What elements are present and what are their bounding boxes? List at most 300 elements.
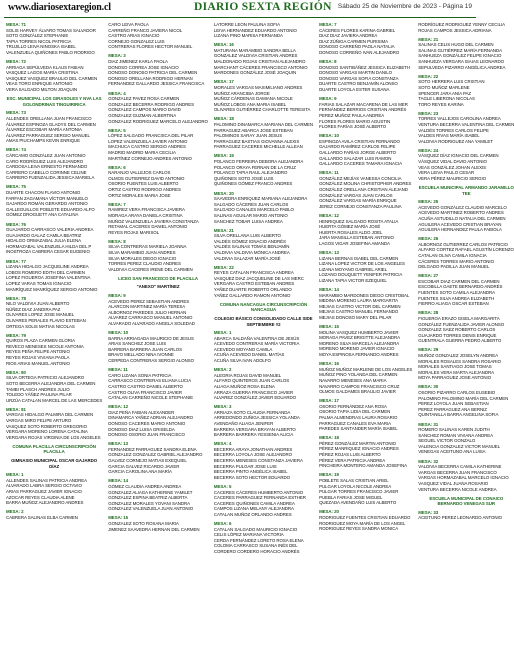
voter-name: MUÑOZ MUÑOZ MARLENE DE LOS ANGELES [319,366,413,372]
voter-name: SOTO HERRERA LUIS CRISTIAN [418,79,485,85]
mesa-block [108,478,208,512]
voter-name: FIGUEROA ERAZO GISELA MARGARITA [418,315,500,321]
mesa-title: MESA: 78 [6,295,26,301]
voter-name: VALDÉS GÓMEZ IGNACIO ANDRÉS [213,238,286,244]
voter-name: MUÑOZ CÁRDENAS DAMIANA NICOLE [213,96,293,102]
voter-name: GALLARDO SALAZAR LUIS RAMON [319,155,392,161]
voter-name: GAJARDO ROMÁN GERARDO ANTONIO [6,201,88,207]
voter-name: GONZALEZ RODRIGUEZ MARCELO ALEJANDRO [108,118,208,124]
voter-name: BARRERA VERGARA BRAYAN ALBERTO [213,426,296,432]
voter-name: MORENO SILVA MARCELA ALEJANDRA [319,340,400,346]
voter-name: DONOSO CARREÑO PAOLA NATALIA [319,44,395,50]
voter-name: PALOMINOS SARAY JUAN JESUS [213,133,283,139]
voter-name: MEJIAS DONOSO MARY DEL PILAR [319,315,392,320]
voter-name: POBLETE SALAS CRISTIAN ARIEL [319,477,389,483]
voter-name: FERNÁNDEZ BERRIOS CRISTIAN ANDRÉS [319,107,407,113]
mesa-block [418,459,514,493]
mesa-block [319,361,412,395]
voter-name: NAVARRO MENESES ANA MARIA [319,377,387,383]
voter-name: ÁLVAREZ ESCOBAR MARÍA ANTONIA [6,127,82,133]
mesa-title: MESA: 81 [6,406,26,412]
voter-name: TRUJILLO LEIVA NINOSKA ISABEL [6,44,76,50]
mesa-title: MESA: 29 [418,347,439,353]
mesa-block [418,273,514,307]
voter-name: COLOMA CARRASCO SUSANA INÉS DEL [213,543,298,549]
mesa-title: MESA: 15 [108,515,129,521]
voter-name: QUIÑONES GÓMEZ FRANCO ANDRES [213,181,293,187]
polling-place-heading: COMUNA NANCAGUA CIRCUNSCRIPCIÓN NANCAGUA [219,301,308,313]
voter-name: HUERTA ROSALES ALDO JOEL [319,229,383,235]
voter-name: CACERES QUIÑONES CAMILA ANDREA [213,500,295,506]
voter-name: SOLIS HARVEY ÁLVARO TOMAS SALVADOR [6,27,96,33]
voter-name: BARRERA BARRERA YESSENIA ALICIA [213,432,294,438]
voter-name: MORALES SANTIAGO JOSE TOMAS [418,364,492,370]
mesa-block [214,441,313,480]
mesa-block [6,370,102,404]
polling-place-heading: ESC. MUNICIPAL LOS GIRASOLES Y NVA LAS GOLONDRINAS TINGUIRIRICA [6,96,102,107]
mesa-title: MESA: 2 [6,509,24,515]
voter-name: VERGARA ROJAS VIRGINIA DE LOS ANGELES [6,434,101,440]
voter-name: CONTRERAS FLORES HECTOR MANUEL [108,44,193,50]
voter-name: GUENTRALA GUERRA PEDRO ALBERTO [418,338,502,344]
mesa-block [6,22,102,56]
voter-name: ARRAZA GUERRA FRANCISCO JAVIER [213,389,294,395]
voter-name: SALINAS GUTIÉRREZ MARÍA FERNANDA [418,47,503,53]
voter-name: SEGUEL VICTOR GONZALO [418,438,476,444]
mesa-title: MESA: 5 [213,483,232,489]
mesa-title: MESA: 14 [319,287,339,293]
voter-name: BECERRA LOYOLA JOSE ALEJANDRO [213,452,293,458]
voter-name: CARRERO CABELLO CORINNE CELINE [6,169,87,175]
page-header [4,0,476,18]
polling-place-subheading: "ANEXO" MARTÍNEZ [136,284,180,290]
voter-name: GONZÁLEZ VARGAS JUAN CARLOS [319,192,393,198]
voter-name: TAGLE LIBERONA NICOLAS [418,96,475,102]
voter-name: DONOSO DIAZ LUISA GRISELDA [108,426,175,432]
voter-name: VERGARA CASTRO ESTEBAN ANDRES [213,281,295,287]
voter-name: SAAVEDRA ENRIQUEZ MARIANA ALEJANDRA [213,196,308,202]
voter-name: DONOSO OSORIO JUAN FRANCISCO [108,432,185,438]
mesa-block [108,330,208,364]
voter-name: OSORIO FERNÁNDEZ ANA ROSA [319,403,387,409]
voter-name: OLIVARES GUTIÉRREZ CHARLOTTE TERESITA [213,107,311,113]
site-url[interactable]: www.diariosextaregion.cl [8,2,111,13]
voter-name: SOTO BECERRA ALEJANDRA DEL CARMEN [6,380,96,386]
mesa-title: MESA: 16 [319,361,339,367]
voter-name: PÉREZ MANRIQUEZ IGNACIO ANDRES [319,446,399,452]
voter-name: VERA LEIVA PAULO CESAR [418,170,475,176]
voter-name: SANHUEZA GONZÁLEZ FELIPE IGNACIO [418,53,502,59]
voter-name: GARCIA CAROLINA ANA MARÍA [108,469,172,475]
voter-name: GÓMEZ DROGUETT ANA CATALINA [6,212,79,218]
voter-name: CACERES CÁCERES HUMBERTO ANTONIO [213,489,304,495]
voter-name: ALIAGA MUÑOZ ROSA ELENA [213,383,275,389]
polling-place-heading: ESCUELA MUNICIPAL ARMANDO JARAMILLO TEE [418,184,514,196]
voter-name: BARRA MUÑOZ ALEJANDRO ANDRES [6,500,84,506]
voter-name: VALDIVIA RODRIGUEZ ANA YAMILET [418,138,493,144]
voter-name: DELGADO PADILLA JUAN MANUEL [418,264,490,270]
voter-name: VASQUEZ VIDAL JUANA ROSARIO [418,480,489,486]
mesa-title: MESA: 17 [319,398,339,404]
voter-name: CÁCERES FLORES KARINA GABRIEL [319,27,396,33]
voter-name: MORAGA PAVEZ BRIGITTE ALEJANDRA [319,335,401,341]
voter-name: CARO RODRÍGUEZ LUIS ALEJANDRO [6,158,84,164]
voter-name: SALINAS CELIS HUGO DEL CARMEN [418,42,494,48]
voter-name: MEDINA MORENO LAURA MARGARITA [319,298,399,304]
voter-name: VALDIVIA CACERES IRENE DEL CARMEN [108,266,193,272]
polling-place-subheading: COLEGIO BÁSICO CONSOLIDADO CALLE SIDE SEPTIEMBRE #2 [214,315,313,327]
voter-name: HUERTA GÓMEZ MARÍA JOSÉ [319,224,381,230]
mesa-block [214,153,313,187]
voter-name: SILVA ORELLANA LUIS ALBERTO [213,233,281,239]
voter-name: PINCHEIRA MONTERO AMANDA JOSEFINA [319,463,407,469]
voter-name: QUINTANILLA BARRA ANGELINA SOFIA [418,412,499,418]
voter-name: DIAZ DIAZ JAVIERA ANDREA [319,33,378,39]
voter-name: NILO VALDIVIA JUAN ALBERTO [6,301,70,307]
voter-name: GONZALEZ GUZMAN ALBERTINA [108,112,177,118]
voter-name: CATALAN OLIVA CAMILA IGNACIA [418,252,487,258]
mesa-title: MESA: 21 [418,36,439,42]
voter-name: PARRAGUEZ CANALES EVA MARIA [319,420,391,426]
mesa-title: MESA: 17 [213,79,234,85]
mesa-title: MESA: 4 [213,441,232,447]
voter-name: VEAS GONZÁLEZ JOHAN ALEXIS [418,164,487,170]
voter-list-columns [6,22,514,666]
mesa-block [214,404,313,438]
voter-name: ARRIAGA SEPÚLVEDA KLAUS FABIAN [6,64,84,70]
voter-name: VALDIVIA BECERRA CAMILA KATHERINE [418,464,502,470]
mesa-title: MESA: 23 [418,110,439,116]
voter-name: MORALES VERA MARTA ALEJANDRA [418,369,495,375]
voter-name: ORTIZ CASTRO RODRIGO ANDRES [108,187,181,193]
voter-name: VALENCIA GONZALEZ VICTOR MANUEL [418,443,500,449]
mesa-block [319,96,412,130]
voter-name: CERDA FERNÁNDEZ LORETO ROSA ELENA [213,537,304,543]
voter-name: ROJAS CAMPOS JESSICA ADRIANA [418,27,492,33]
voter-name: SALGADO CÁCERES JUAN CARLOS [213,201,289,207]
voter-name: VARGAS HORMAZABAL MARCELO IGNACIO [418,475,509,481]
voter-name: POLANCO FERREIRA DEBORA ALEJANDRA [213,159,304,165]
voter-name: QUIROS PLAZA CARMEN GLORIA [6,338,75,344]
voter-name: MANRÍQUEZ MANRÍQUEZ SERGIO ANTONIO [6,286,98,292]
mesa-title: MESA: 72 [6,59,26,65]
voter-name: PÉREZ ROJAS LUIS ALBERTO [319,452,381,458]
voter-name: ALLENDES ORELLANA JUAN FRANCISCO [6,115,92,121]
voter-name: LIZANA MOYANO GABRIEL ARIEL [319,266,388,272]
column-4 [319,22,412,666]
polling-place-heading: COMUNA PLACILLA CIRCUNSCRIPCIÓN PLACILLA [12,443,96,455]
voter-name: TORRES PEREZ CLAUDIO ANDRES [108,261,181,267]
voter-name: MARCHANT CÁCERES FRANCISCO ANTONIO [213,64,308,70]
voter-name: SILVA MORALES DIEGO IGNACIO [108,255,177,261]
voter-name: ESCOBAR DIAZ CARMEN DEL CARMEN [418,278,500,284]
voter-name: ALVAREZ GONZÁLEZ JAVIER EDUARDO [213,395,297,401]
voter-name: AGUILERA ACEVEDO CRISTIAN BRAYAN [418,221,502,227]
mesa-block [319,472,412,506]
voter-name: BRAVO MELLADO NINA IVONNE [108,352,174,358]
voter-name: CARO LEIVA PAOLA [108,22,149,27]
voter-name: VALDÉS TORRES CARLOS FELIPE [418,127,489,133]
voter-name: AZOCAR REYES CLAUDIA ALENE [6,494,75,500]
mesa-block [214,265,313,299]
voter-name: SALGADO CANALES MARCELO PABLO [213,207,294,213]
mesa-block [418,422,514,456]
voter-name: TORRES VALLEJOS CAROLINA ANDREA [418,116,501,122]
voter-name: VALDIVIA SALAZAR MARÍA JOSÉ [213,255,281,261]
mesa-title: MESA: 7 [319,22,337,27]
name-continuation [214,22,313,39]
mesa-title: MESA: 13 [319,249,339,255]
voter-name: FLORES FARÍAS JOSÉ ALBERTO [319,124,387,130]
voter-name: POLANCO TAPIA RAUL ALEJANDRO [213,170,288,176]
voter-name: JARA MANSILLA ESTEBAN ANTONIO [319,235,394,241]
voter-name: DONOSO SANTIBÁÑEZ JESSICA ELIZABETH [319,64,411,70]
mesa-title: MESA: 18 [213,116,234,122]
voter-name: GONZALEZ VALENZUELA JUAN ANTONIO [108,506,194,512]
voter-name: AGUILERA HERNANDEZ PAULA FABIOLA [418,227,502,233]
voter-name: MACHUCA CASTRO SERGIO ANDRES [108,144,186,150]
mesa-block [108,404,208,438]
mesa-block [214,521,313,555]
voter-name: MUÑOZ ARANCIBIA JORGE [213,90,270,96]
voter-name: DONOSO CACERES MARIO ANTONIO [108,421,186,426]
voter-name: VERA PÉREZ MAURICIO SERGIO [418,175,487,181]
voter-name: MEJIAS CASTRO MANUEL FERNANDO [319,309,399,315]
voter-name: ALARCON MARTINEZ MARÍA TERESA [108,304,186,310]
voter-name: DONOSO VARGAS MARTIN DANILO [319,70,392,76]
voter-name: MARTÍNEZ CORNEJO ANDRES ANTONIO [108,155,192,161]
name-continuation [108,22,208,50]
voter-name: OLMOS GUTIERREZ DAVID ANTONIO [108,175,185,181]
voter-name: MUÑOZ LOBOS ANA MARIA ISABEL [213,101,287,107]
voter-name: GALLARDO CACERES TAMARA IGNACIA [319,161,403,167]
mesa-block [418,347,514,381]
mesa-title: MESA: 9 [319,96,337,102]
voter-name: MOYA PARRAGUEZ JOSE ANTONIO [418,375,492,381]
voter-name: LIZANA TAPIA VICTOR EZEQUIEL [319,277,387,283]
voter-name: DONOSO ORELLANA RODRIGO HERNAN [108,75,193,81]
voter-name: VALDES RIVAS MARÍA ISABEL [418,133,480,139]
voter-name: FUENTES SILVA ANDREA ELIZABETH [418,295,495,301]
voter-name: SANCHEZ TOBAR LUISA ANDREA [213,218,283,224]
voter-name: CACERES PARRAGUEZ FERNANDA ESTHER [213,495,306,501]
voter-name: RAMIREZ VERA FRANCISCA JAVIERA [108,207,185,213]
voter-name: PULGAR TORRES FRANCISCO JAVIER [319,489,399,495]
voter-name: GONZÁLEZ FUENZALIDA JAVIER ALONSO [418,321,505,327]
voter-name: REYES ROJAS VIVIANA PAOLA [6,355,70,361]
voter-name: DIAZ PEÑA FABIAN ALEXANDER [108,409,175,415]
voter-name: GONZALEZ BECERRA RODRIGO ANDRES [108,101,194,107]
voter-name: VENEGAS ACEITUNO ANA LUISA [418,449,486,455]
voter-name: YAÑEZ DUARTE ROBERTO ORLANDO [213,287,292,293]
voter-name: BARRERA BARRERA JUAN CARLOS [108,346,183,352]
voter-name: BECERRA PULGAR JOSE LUIS [213,463,277,469]
mesa-title: MESA: 14 [108,478,129,484]
voter-name: QUIÑONES SOTO JOSÉ LUIS [213,175,274,181]
voter-name: ACUÑA SILVA IVAN ADOLFO [213,358,271,364]
voter-name: GUAJARDO TORRES DENIS ENRIQUE [418,332,497,338]
mesa-title: MESA: 6 [108,164,126,170]
voter-name: OSORIO FUENTES LUIS ALBERTO [108,181,179,187]
mesa-title: MESA: 31 [418,421,439,427]
voter-name: FUENTES SOTO CAMILA ALEJANDRA [418,290,496,296]
voter-name: MADRID MADRID MARIA CECILIA [108,149,176,155]
mesa-block [319,170,412,209]
mesa-block [108,53,208,87]
voter-name: SOTO MUÑOZ MARLENE [418,84,470,90]
voter-name: SANHUEZA VERGARA ISAIAS LEONARDO [418,59,505,65]
voter-name: VERGARA MORENO LORENA CATALINA [6,429,88,435]
mesa-block [319,213,412,247]
mesa-title: MESA: 10 [319,133,339,139]
voter-name: MORAGA ARAYA DANIELA CRISTINA [108,212,183,218]
voter-name: OSORIO PIZARRO CARLOS EUSEBIO [418,390,496,396]
voter-name: CARREÑO FRANCO JAVIERA NICOL [108,27,183,33]
voter-name: MATURANA MARAMBIO SANDRA BELLA [213,47,296,53]
voter-name: OLIVARES LOPEZ JOSE MANUEL [6,312,75,318]
mesa-title: MESA: 33 [418,509,439,515]
voter-name: RIOS ARIAS MANUEL ANTONIO [6,360,70,366]
voter-name: BECERRA ARAYA JONATHAN ANDRES [213,446,293,452]
voter-name: SILVA ORTEGA PATRICIO ALEJANDRO [6,375,85,381]
mesa-block [319,324,412,358]
voter-name: CASTRO ARIAS IGNACIO [108,33,160,39]
voter-name: PARRAGUEZ BASTIAS GIOVANNA ALEXIS [213,138,300,144]
voter-name: SALINAS AGUILAR MARIO ANTONIO [213,212,288,218]
voter-name: AMAS PIUCHAMPS KEVIN ENRIQUE [6,138,80,144]
voter-name: VERA SALGADO MILTON JOAQUIN [6,87,77,93]
mesa-block [418,236,514,270]
mesa-block [319,59,412,93]
mesa-block [214,191,313,225]
voter-name: ALVAREZ CARRASCO MANUEL ANTONIO [108,315,193,321]
voter-name: DONOSO CORREA JOSE IGNACIO [108,64,179,70]
voter-name: BECERRA MENESES CONSTANZA JAVIERA [213,458,303,464]
voter-name: CASTRO CASTRO DANIEL ALBERTO [108,383,183,389]
voter-name: TAMBI PLASCH ANDRES JULIO [6,386,70,392]
voter-name: MUÑOZ VALENZUELA JAVIERA CONSTANZA [108,218,199,224]
mesa-block [214,79,313,113]
mesa-block [214,116,313,150]
voter-name: REVECO MENESES NICOLE ANTONIA [6,343,84,349]
mesa-title: MESA: 71 [6,22,26,27]
voter-name: ALBORNOZ GUTIERREZ CARLOS PATRICIO [418,241,508,247]
voter-name: PEREZ MUÑOZ PAULA ANDREA [319,112,385,118]
mesa-title: MESA: 30 [418,384,439,390]
mesa-block [418,310,514,344]
polling-place-subheading: GIMNASIO MUNICIPAL OSCAR GAJARDO DÍAZ [11,458,98,469]
voter-name: CELIS LÓPEZ MARIANA VICTORIA [213,532,284,538]
voter-name: FLORES FLORES MARIO AGUSTIN [319,118,391,124]
voter-name: GONZÁLEZ ORELLANA CRISTIAN ALEJAND [319,187,408,193]
voter-name: CATALAN CARREÑO NICOLE STEPHANIE [108,395,194,401]
mesa-block [214,228,313,262]
mesa-title: MESA: 11 [319,170,339,176]
mesa-title: MESA: 79 [6,332,26,338]
voter-name: GUAJARDO CARRASCO VALERIA ANDREA [6,227,94,233]
column-1 [6,22,102,666]
mesa-title: MESA: 21 [213,227,234,233]
mesa-title: MESA: 22 [418,73,439,79]
mesa-title: MESA: 73 [6,110,26,116]
voter-name: HIDALGO ORMAZABAL JULIA ELENA [6,238,82,244]
voter-name: NÚÑEZ DIAZ JANDIRA PAZ [6,306,61,312]
voter-name: OSORIO TAPIA LIDIA DEL CARMEN [319,409,391,415]
voter-name: AVENDAÑO ALIAGA JENIFER [213,421,274,426]
voter-name: GONZALEZ ESPINA BEATRIZ ALBERTA [108,495,188,501]
voter-name: YAÑEZ GALLARDO RAMON ANTONIO [213,292,291,298]
mesa-title: MESA: 8 [319,59,337,65]
mesa-title: MESA: 16 [213,42,234,48]
voter-name: GARCIA GALVEZ RICARDO JAVIER [108,463,180,469]
voter-name: ACEITUNO PEREZ LEONARDO ANTONIO [418,515,503,521]
voter-name: PARRAGUEZ ABARCA JOSE ESTEBAN [213,127,293,133]
voter-name: PÉREZ GONZÁLEZ MARTIN ANTONIO [319,440,397,446]
voter-name: PEREZ PARRAGUEZ ANA BERNIZ [418,406,487,412]
voter-name: REYES ROJAS MARISOL [108,229,159,235]
mesa-block [6,509,102,520]
mesa-title: MESA: 6 [213,521,232,526]
name-continuation [418,22,514,33]
voter-name: MARAMBIO MARDONES DIEGO CRISTOBAL [319,292,410,298]
voter-name: PEREZ LOYOLA JUAN SEBASTIAN [418,401,489,407]
mesa-title: MESA: 27 [418,273,439,279]
mesa-title: MESA: 1 [213,330,232,336]
mesa-block [214,484,313,518]
mesa-title: MESA: 75 [6,184,26,190]
column-2 [108,22,208,666]
voter-name: MORALES VARGAS MAXIMILIANO ANDRES [213,84,303,90]
voter-name: LOZANO DOUQUETT YENIFER PATRICIA [319,272,403,278]
voter-name: FIERRO ALIAGA OSCAR ESTEBAN [418,301,489,307]
mesa-title: MESA: 8 [108,238,126,244]
voter-name: DUARTE LOYOLA ESTER SUSANA [319,87,390,93]
mesa-block [418,74,514,108]
voter-name: ÁLVAREZ PARRAGUEZ SERGIO MANUEL [6,132,90,138]
voter-name: BARRA ARRIAGADA MAURICIO DE JESUS [108,335,194,341]
voter-name: VEAS TORO ENRIQUE ANTONIO [6,81,73,87]
voter-name: CARRASCO CONTRERAS ELIANA LUCIA [108,378,192,384]
voter-name: CABRERA SALINAS ELBA CARMEN [6,514,78,520]
mesa-title: MESA: 13 [108,441,129,447]
voter-name: DIAZ JIMENEZ KARLA PAOLA [108,59,168,65]
voter-name: ARRIAZA SOTO CLAUDIA FERNANDA [213,409,291,415]
mesa-block [6,407,102,441]
voter-name: LOPEZ VARAS TOMAS IGNACIO [6,280,72,286]
voter-name: LOPEZ VALENZUELA JAVIER ANTONIO [108,138,188,144]
voter-name: RODRIGUEZ FUENTES CRISTIAN EDUARDO [319,515,411,520]
voter-name: GONZALEZ ALIAGA KATHERINE YAMILET [108,489,193,495]
voter-name: DINAMARCA YAÑEZ ADRIAN ALEJANDRO [108,415,194,421]
voter-name: VASQUEZ DIAZ JACQUELINE DE LAS MERC [213,275,304,281]
voter-name: MORALES ROSALES SANDRA ROSARIO [418,358,501,364]
voter-name: LIZANA LOPEZ VICTOR DE LOS ANGELES [319,261,405,267]
voter-name: URZÚA CATALAN MARCEL DE LAS MERCEDES [6,397,103,403]
mesa-block [108,128,208,162]
voter-name: VALDÉS SALINAS TOMÁS BENJAMÍN [213,244,290,250]
voter-name: CATALAN SALGADO MAURICIO IGNACIO [213,526,298,532]
voter-name: ACEVEDO MARTINEZ ROBERTO ANDRES [418,210,504,216]
voter-name: FARFAN ZAGAMANA VÍCTOR MANUELO [6,195,88,201]
voter-name: MOYA ESPINOSA FERNANDO ANDRES [319,352,399,358]
mesa-title: MESA: 28 [418,310,439,316]
voter-name: DUARTE CASTRO BENJAMÍN ALONSO [319,81,398,87]
polling-place-heading: ESCUELA MUNICIPAL DE CONAICO BERNARDO VENEGAS SUR [429,495,504,507]
mesa-title: MESA: 11 [108,367,128,373]
voter-name: VENTURA BECERRA NICOLE ANDREA [418,486,497,492]
voter-name: ROMERO SALINAS KAREN JUDITH [418,427,490,433]
voter-name: VÁSQUEZ VIDAL DAVID ANTONIO [418,159,487,165]
